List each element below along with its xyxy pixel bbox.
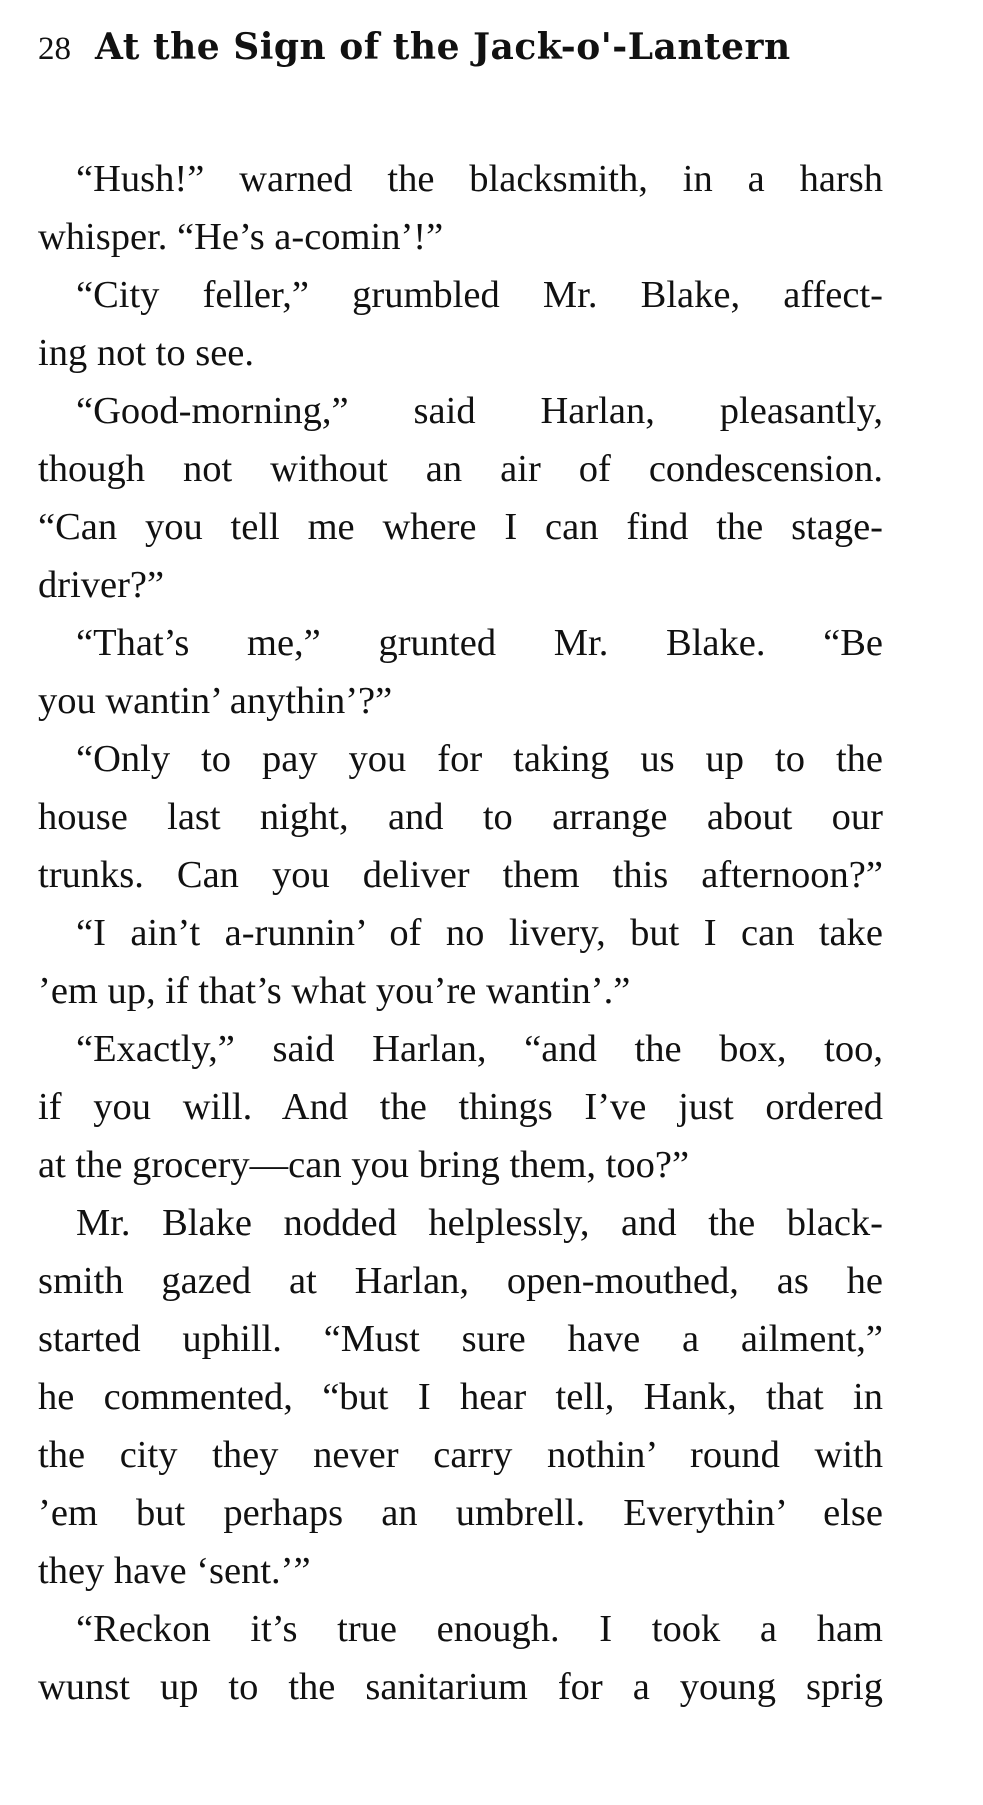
text-line: “Good-morning,” said Harlan, pleasantly,: [76, 390, 883, 432]
running-head: At the Sign of the Jack-o'-Lantern: [95, 26, 791, 68]
text-line: driver?”: [38, 564, 165, 606]
text-line: if you will. And the things I’ve just ordered: [38, 1086, 883, 1128]
body-text: [38, 150, 883, 1716]
text-line: you wantin’ anythin’?”: [38, 680, 393, 722]
text-line: smith gazed at Harlan, open-mouthed, as he: [38, 1260, 883, 1302]
text-line: started uphill. “Must sure have a ailment,”: [38, 1318, 883, 1360]
page-number: 28: [38, 31, 71, 67]
text-line: ’em up, if that’s what you’re wantin’.”: [38, 970, 631, 1012]
text-line: the city they never carry nothin’ round with: [38, 1434, 883, 1476]
text-line: “That’s me,” grunted Mr. Blake. “Be: [76, 622, 883, 664]
text-line: wunst up to the sanitarium for a young sprig: [38, 1666, 883, 1708]
text-line: ’em but perhaps an umbrell. Everythin’ else: [38, 1492, 883, 1534]
text-line: at the grocery—can you bring them, too?”: [38, 1144, 690, 1186]
text-line: whisper. “He’s a-comin’!”: [38, 216, 444, 258]
text-line: house last night, and to arrange about our: [38, 796, 883, 838]
text-line: “Can you tell me where I can find the stage-: [38, 506, 883, 548]
text-line: “Exactly,” said Harlan, “and the box, too,: [76, 1028, 883, 1070]
text-line: he commented, “but I hear tell, Hank, that in: [38, 1376, 883, 1418]
text-line: ing not to see.: [38, 332, 254, 374]
text-line: Mr. Blake nodded helplessly, and the black-: [76, 1202, 883, 1244]
text-line: “Reckon it’s true enough. I took a ham: [76, 1608, 883, 1650]
text-line: “I ain’t a-runnin’ of no livery, but I can take: [76, 912, 883, 954]
text-line: though not without an air of condescension.: [38, 448, 883, 490]
text-line: “City feller,” grumbled Mr. Blake, affect-: [76, 274, 883, 316]
text-line: “Hush!” warned the blacksmith, in a harsh: [76, 158, 883, 200]
text-line: “Only to pay you for taking us up to the: [76, 738, 883, 780]
text-line: they have ‘sent.’”: [38, 1550, 311, 1592]
page-header: [38, 26, 938, 86]
text-line: trunks. Can you deliver them this afternoon?”: [38, 854, 883, 896]
